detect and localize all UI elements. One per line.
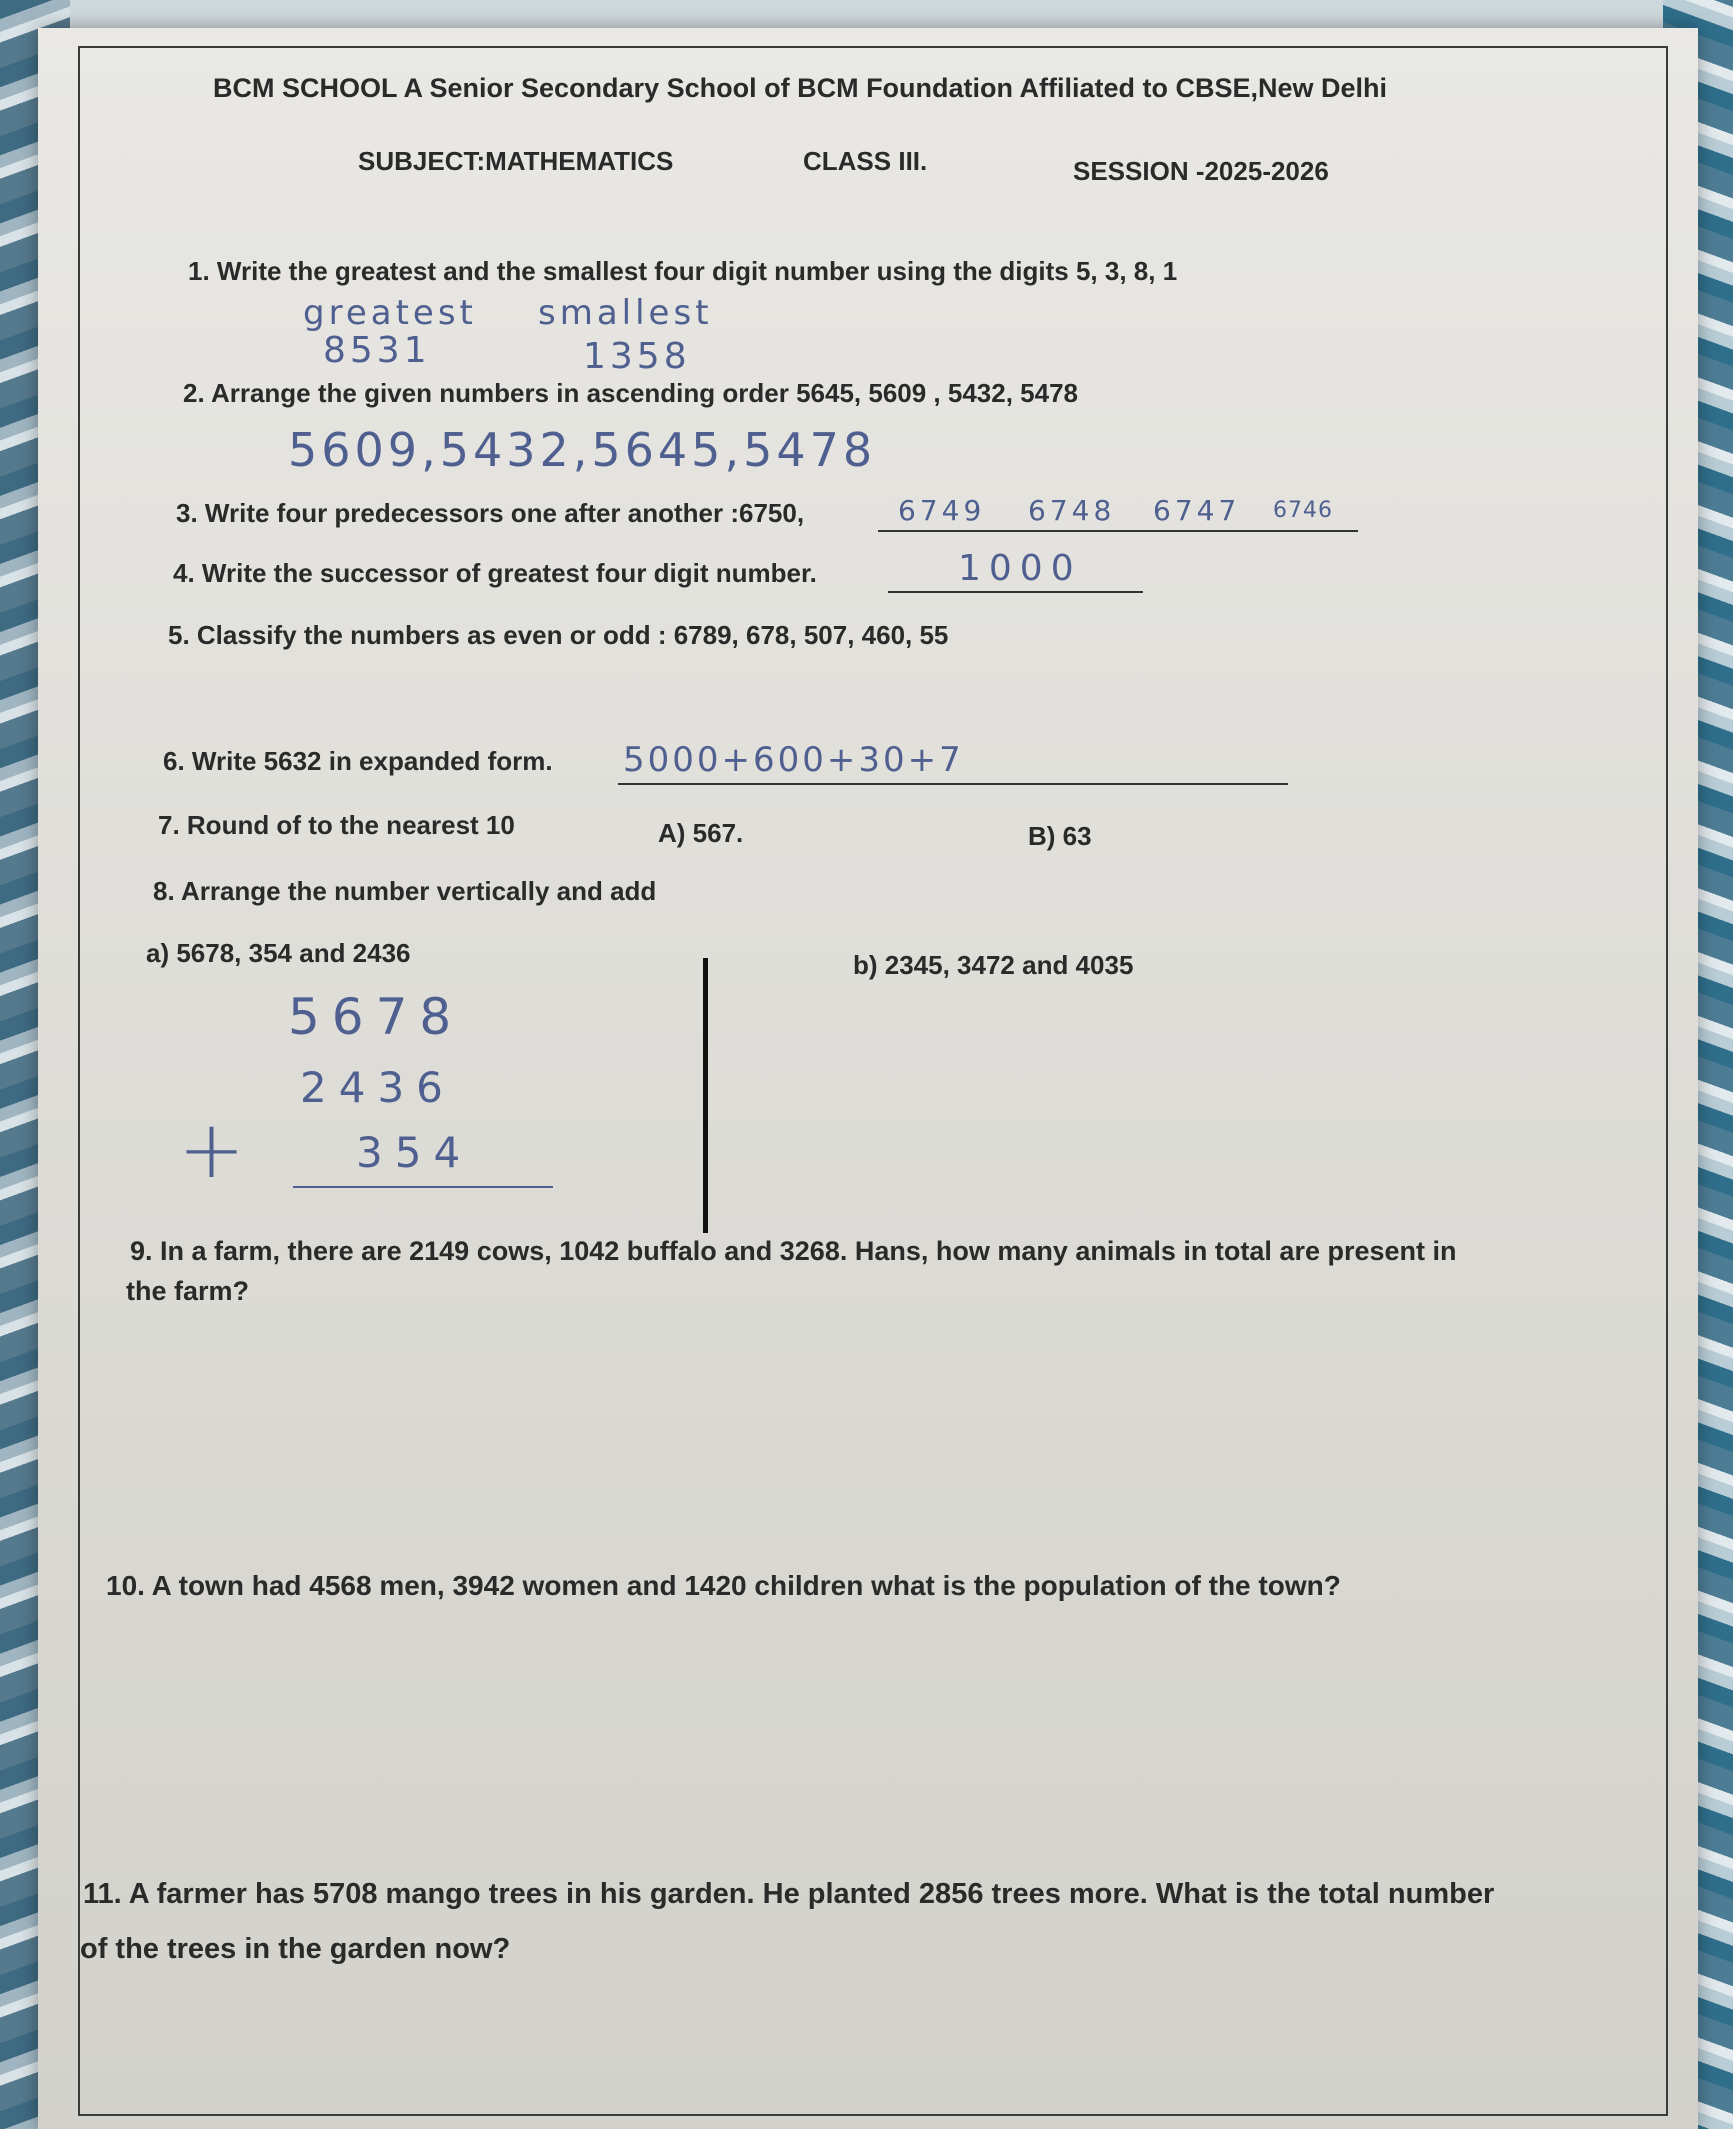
session-label: SESSION -2025-2026: [1073, 156, 1329, 186]
handwritten-q8a-row-2: 2436: [300, 1063, 455, 1112]
handwritten-q3-answer-1: 6749: [898, 494, 986, 527]
question-8: 8. Arrange the number vertically and add: [153, 876, 657, 906]
handwritten-q3-answer-2: 6748: [1028, 494, 1116, 527]
question-6: 6. Write 5632 in expanded form.: [163, 746, 553, 776]
question-7-option-b: B) 63: [1028, 821, 1092, 851]
handwritten-greatest-number: 8531: [323, 330, 431, 371]
question-1: 1. Write the greatest and the smallest four digit number using the digits 5, 3, 8, 1: [188, 256, 1178, 286]
question-2: 2. Arrange the given numbers in ascending order 5645, 5609 , 5432, 5478: [183, 378, 1078, 408]
question-9-line-2: the farm?: [126, 1276, 250, 1306]
question-3: 3. Write four predecessors one after another :6750,: [176, 498, 805, 528]
q4-answer-line: [888, 591, 1143, 593]
handwritten-smallest-word: smallest: [538, 293, 713, 333]
question-8-part-b: b) 2345, 3472 and 4035: [853, 950, 1134, 980]
handwritten-q2-answer: 5609,5432,5645,5478: [288, 423, 877, 477]
question-11-line-1: 11. A farmer has 5708 mango trees in his garden. He planted 2856 trees more. What is the total number: [83, 1878, 1495, 1910]
handwritten-plus-sign: +: [178, 1103, 250, 1196]
column-divider: [703, 958, 708, 1233]
handwritten-q6-answer: 5000+600+30+7: [623, 740, 964, 780]
subject-label: SUBJECT:MATHEMATICS: [358, 146, 674, 176]
worksheet-paper: [38, 28, 1698, 2129]
question-11-line-2: of the trees in the garden now?: [80, 1933, 511, 1965]
question-7-option-a: A) 567.: [658, 818, 744, 848]
question-9-line-1: 9. In a farm, there are 2149 cows, 1042 buffalo and 3268. Hans, how many animals in total are present in: [130, 1236, 1457, 1266]
question-4: 4. Write the successor of greatest four digit number.: [173, 558, 817, 588]
question-8-part-a: a) 5678, 354 and 2436: [146, 938, 411, 968]
handwritten-q8a-row-3: 354: [356, 1128, 473, 1177]
question-5: 5. Classify the numbers as even or odd : 6789, 678, 507, 460, 55: [168, 620, 949, 650]
q3-answer-line: [878, 530, 1358, 532]
handwritten-q3-answer-3: 6747: [1153, 494, 1241, 527]
handwritten-q4-answer: 1000: [958, 548, 1082, 589]
handwritten-q8a-row-1: 5678: [288, 988, 464, 1046]
school-name: BCM SCHOOL A Senior Secondary School of BCM Foundation Affiliated to CBSE,New Delhi: [213, 73, 1388, 103]
q6-answer-line: [618, 783, 1288, 785]
handwritten-greatest-word: greatest: [303, 293, 477, 333]
class-label: CLASS III.: [803, 146, 928, 176]
question-7: 7. Round of to the nearest 10: [158, 810, 515, 840]
handwritten-q3-answer-4: 6746: [1273, 498, 1333, 523]
handwritten-smallest-number: 1358: [583, 336, 691, 377]
question-10: 10. A town had 4568 men, 3942 women and 1420 children what is the population of the town?: [106, 1570, 1341, 1601]
handwritten-sum-line: [293, 1186, 553, 1188]
